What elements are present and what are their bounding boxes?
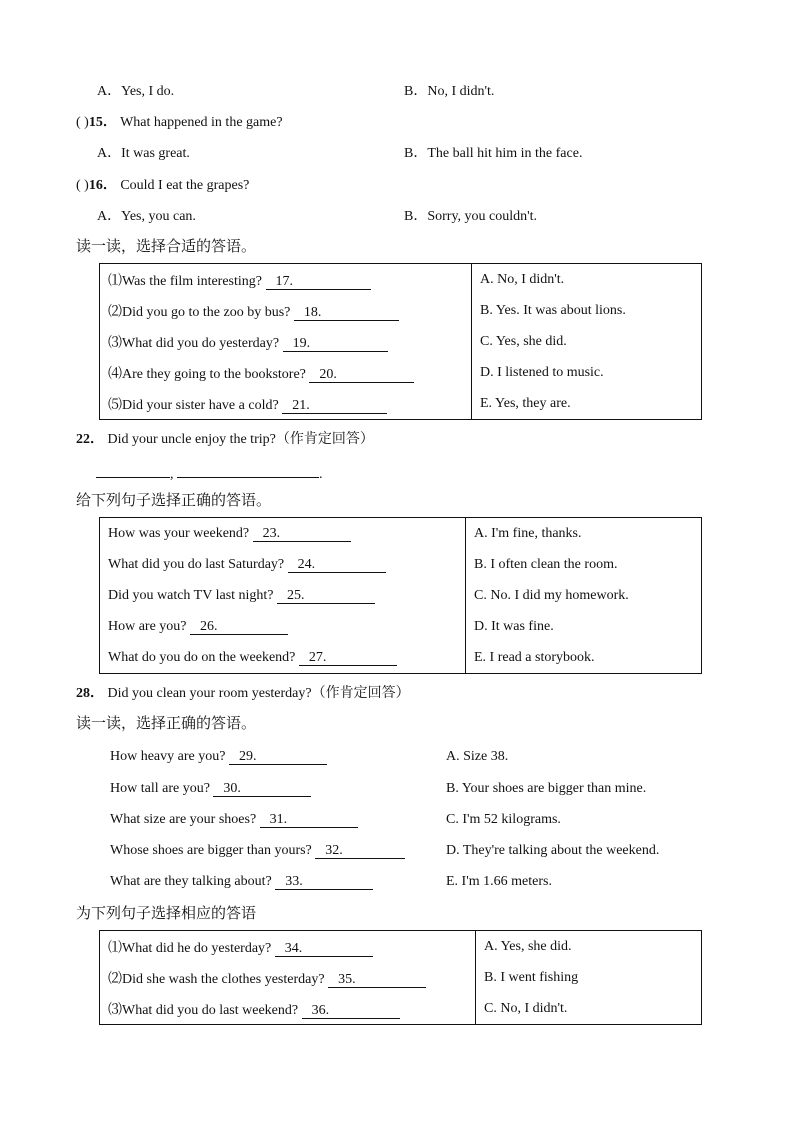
answer-cell: E. I read a storybook.	[474, 649, 595, 665]
question-cell: ⑷Are they going to the bookstore? 20.	[100, 357, 472, 388]
period: .	[319, 467, 323, 482]
table-row	[100, 518, 702, 550]
question-cell: How are you? 26.	[100, 611, 466, 642]
section-3-answer-c: C. I'm 52 kilograms.	[446, 812, 561, 827]
answer-blank[interactable]: 34.	[275, 941, 373, 957]
answer-blank[interactable]: 17.	[266, 274, 371, 290]
q15-question	[76, 114, 283, 132]
answer-blank[interactable]: 32.	[315, 843, 405, 859]
answer-cell: C. Yes, she did.	[480, 333, 567, 349]
answer-blank-1[interactable]	[96, 462, 170, 478]
question-number: 28．	[76, 686, 104, 701]
answer-blank[interactable]: 19.	[283, 336, 388, 352]
q28-question	[76, 685, 410, 703]
q16-option-b: B．Sorry, you couldn't.	[404, 209, 538, 224]
answer-blank[interactable]: 25.	[277, 588, 375, 604]
question-number: 15．	[88, 115, 117, 130]
q14-option-a: A．Yes, I do.	[97, 84, 175, 99]
question-number: 22．	[76, 432, 104, 447]
q14-option-b: B．No, I didn't.	[404, 84, 495, 99]
answer-paren[interactable]: ( )	[76, 115, 89, 130]
table-row	[100, 993, 702, 1025]
question-cell: ⑶What did you do yesterday? 19.	[100, 326, 472, 357]
answer-blank[interactable]: 30.	[213, 781, 311, 797]
question-text: What happened in the game?	[120, 115, 283, 130]
question-cell: ⑶What did you do last weekend? 36.	[100, 993, 476, 1025]
answer-blank[interactable]: 24.	[288, 557, 386, 573]
answer-cell: D. I listened to music.	[480, 364, 604, 380]
answer-cell: B. Yes. It was about lions.	[480, 302, 626, 318]
question-cell: ⑵Did she wash the clothes yesterday? 35.	[100, 962, 476, 993]
section-4-title: 为下列句子选择相应的答语	[76, 906, 257, 922]
q16-question	[76, 177, 249, 195]
section-3-question-31: What size are your shoes? 31.	[110, 811, 358, 829]
answer-blank[interactable]: 31.	[260, 812, 358, 828]
q16-option-a: A．Yes, you can.	[97, 209, 196, 224]
question-text: Did you clean your room yesterday?（作肯定回答）	[107, 686, 410, 701]
answer-cell: C. No. I did my homework.	[474, 587, 629, 603]
section-3-question-30: How tall are you? 30.	[110, 780, 311, 798]
answer-blank[interactable]: 21.	[282, 398, 387, 414]
comma: ,	[170, 467, 174, 482]
table-row	[100, 642, 702, 674]
table-row	[100, 611, 702, 642]
table-row	[100, 326, 702, 357]
table-row	[100, 931, 702, 963]
table-row	[100, 295, 702, 326]
question-cell: ⑸Did your sister have a cold? 21.	[100, 388, 472, 420]
question-cell: ⑴Was the film interesting? 17.	[100, 264, 472, 296]
section-3-question-32: Whose shoes are bigger than yours? 32.	[110, 842, 405, 860]
question-number: 16．	[88, 178, 117, 193]
table-row	[100, 549, 702, 580]
answer-blank[interactable]: 26.	[190, 619, 288, 635]
table-row	[100, 580, 702, 611]
answer-cell: A. Yes, she did.	[484, 938, 572, 954]
q15-option-b: B．The ball hit him in the face.	[404, 146, 583, 161]
section-3-question-33: What are they talking about? 33.	[110, 873, 373, 891]
section-1-title: 读一读，选择合适的答语。	[76, 239, 257, 255]
question-cell: ⑴What did he do yesterday? 34.	[100, 931, 476, 963]
answer-blank[interactable]: 23.	[253, 526, 351, 542]
section-3-answer-d: D. They're talking about the weekend.	[446, 843, 660, 858]
table-row	[100, 388, 702, 420]
section-3-title: 读一读，选择正确的答语。	[76, 716, 257, 732]
table-row	[100, 962, 702, 993]
question-text: Did your uncle enjoy the trip?（作肯定回答）	[107, 432, 374, 447]
section-2-title: 给下列句子选择正确的答语。	[76, 493, 272, 509]
question-cell: What did you do last Saturday? 24.	[100, 549, 466, 580]
answer-cell: D. It was fine.	[474, 618, 554, 634]
answer-cell: A. I'm fine, thanks.	[474, 525, 582, 541]
answer-blank[interactable]: 36.	[302, 1003, 400, 1019]
answer-cell: B. I often clean the room.	[474, 556, 618, 572]
section-3-answer-a: A. Size 38.	[446, 749, 509, 764]
section-3-answer-e: E. I'm 1.66 meters.	[446, 874, 552, 889]
table-row	[100, 357, 702, 388]
section-2-table	[99, 517, 702, 674]
question-cell: What do you do on the weekend? 27.	[100, 642, 466, 674]
answer-cell: B. I went fishing	[484, 969, 579, 985]
answer-blank[interactable]: 29.	[229, 749, 327, 765]
answer-cell: C. No, I didn't.	[484, 1000, 568, 1016]
answer-blank[interactable]: 20.	[309, 367, 414, 383]
section-3-question-29: How heavy are you? 29.	[110, 748, 327, 766]
q22-question	[76, 431, 374, 449]
answer-blank[interactable]: 33.	[275, 874, 373, 890]
answer-blank[interactable]: 27.	[299, 650, 397, 666]
answer-blank[interactable]: 18.	[294, 305, 399, 321]
answer-blank[interactable]: 35.	[328, 972, 426, 988]
question-text: Could I eat the grapes?	[120, 178, 250, 193]
answer-cell: E. Yes, they are.	[480, 395, 571, 411]
question-cell: How was your weekend? 23.	[100, 518, 466, 550]
answer-paren[interactable]: ( )	[76, 178, 89, 193]
section-4-table	[99, 930, 702, 1025]
answer-blank-2[interactable]	[177, 462, 319, 478]
answer-cell: A. No, I didn't.	[480, 271, 565, 287]
table-row	[100, 264, 702, 296]
section-1-table	[99, 263, 702, 420]
question-cell: ⑵Did you go to the zoo by bus? 18.	[100, 295, 472, 326]
q15-option-a: A．It was great.	[97, 146, 190, 161]
question-cell: Did you watch TV last night? 25.	[100, 580, 466, 611]
q22-answer-line	[96, 462, 323, 484]
section-3-answer-b: B. Your shoes are bigger than mine.	[446, 781, 647, 796]
